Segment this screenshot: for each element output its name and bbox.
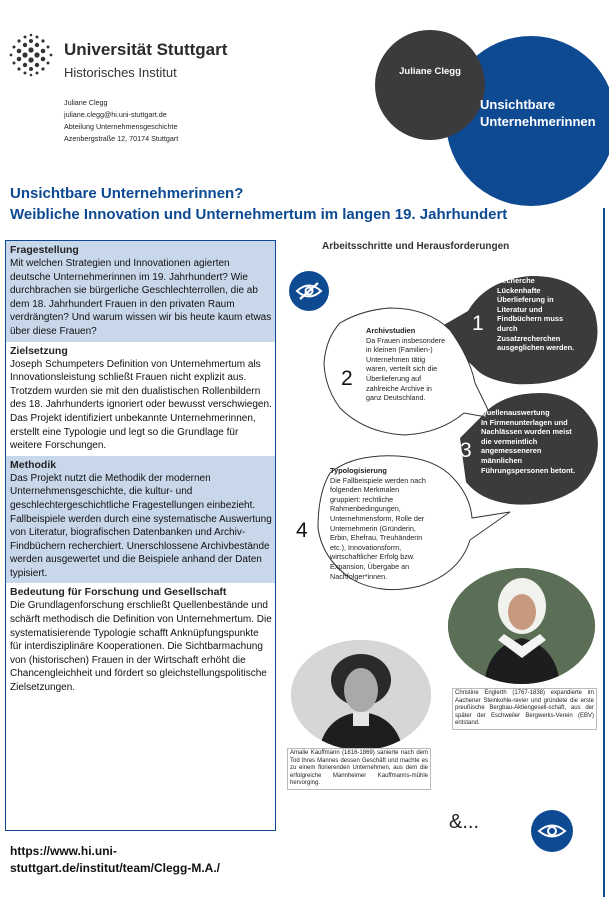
step-2-body: Da Frauen insbesondere in kleinen (Familien-) Unternehmen tätig waren, verteilt sich die Überlieferung auf zahlreiche Archive in ganz Deutschland. — [366, 335, 446, 403]
portrait-christine-englerth — [448, 568, 595, 684]
step-2-title: Archivstudien — [366, 326, 416, 335]
step-1-text — [497, 276, 575, 353]
continuation-text: &... — [449, 811, 480, 833]
step-2-text — [366, 326, 446, 403]
eye-button — [531, 810, 573, 852]
logo-dots-icon — [8, 32, 54, 78]
content-box — [5, 240, 276, 831]
section-title: Zielsetzung — [10, 344, 68, 357]
step-4-text — [330, 466, 430, 581]
step-3-title: Quellenauswertung — [481, 408, 550, 417]
step-4-title: Typologisierung — [330, 466, 387, 475]
page-title — [10, 183, 605, 225]
step-3-number: 3 — [460, 439, 472, 462]
contact-block — [64, 97, 178, 145]
author-circle — [375, 30, 485, 140]
section-bedeutung — [6, 583, 275, 697]
step-1-body: Lückenhafte Überlieferung in Literatur und Findbüchern muss durch Zusatzrecherchen ausgeglichen werden. — [497, 285, 575, 353]
step-1-number: 1 — [472, 312, 484, 335]
university-name: Universität Stuttgart — [64, 40, 228, 59]
section-methodik — [6, 456, 275, 584]
contact-department: Abteilung Unternehmensgeschichte — [64, 122, 178, 131]
section-body: Das Projekt nutzt die Methodik der modernen Unternehmensgeschichte, die kultur- und geschlechtergeschichtliche Fragestellungen einbezieht. Fallbeispiele werden durch eine systematische Auswertung von Literatur, biografischen Datenbanken und Archiv-Findbüchern recherchiert. Unerschlossene Archivbestände werden ausgewertet und die Beispiele anhand der Daten typisiert. — [10, 472, 272, 579]
circle-title: Unsichtbare Unternehmerinnen — [480, 97, 596, 129]
section-title: Methodik — [10, 458, 57, 471]
contact-name: Juliane Clegg — [64, 98, 108, 107]
step-3-body: In Firmenunterlagen und Nachlässen wurden meist die vermeintlich angemesseneren männlichen Führungspersonen betont. — [481, 417, 576, 475]
section-body: Mit welchen Strategien und Innovationen agierten deutsche Unternehmerinnen im 19. Jahrhundert? Wie durchbrachen sie bürgerliche Geschlechterrollen, die ab dem 18. Jahrhundert Frauen in den privaten Raum verdrängten? Und warum wissen wir bis heute kaum etwas über diese Frauen? — [10, 258, 272, 337]
section-fragestellung — [6, 241, 275, 342]
author-badge: Juliane Clegg — [399, 66, 461, 77]
university-logo — [8, 32, 268, 82]
contact-email[interactable]: juliane.clegg@hi.uni-stuttgart.de — [64, 110, 167, 119]
step-4-number: 4 — [296, 519, 308, 542]
step-2-number: 2 — [341, 367, 353, 390]
step-3-text — [481, 408, 579, 475]
portrait-1-image — [291, 640, 431, 750]
title-line-2: Weibliche Innovation und Unternehmertum im langen 19. Jahrhundert — [10, 206, 508, 223]
workflow-title: Arbeitsschritte und Herausforderungen — [322, 241, 510, 252]
portrait-2-caption: Christine Englerth (1767-1838) expandierte im Aachener Steinkohle-revier und gründete die erste preußische Bergbau-Aktiengesell-schaft, aus der später der Eschweiler Bergwerks-Verein (EBV) entstand. — [452, 688, 597, 730]
portrait-2-image — [448, 568, 595, 684]
step-1-title: Recherche — [497, 276, 535, 285]
portrait-1-caption: Amalie Kauffmann (1816-1869) sanierte nach dem Tod Ihres Mannes dessen Geschäft und machte es zu einem florierenden Unternehmen, aus dem die erfolgreiche Mannheimer Kauffmanns-mühle hervorging. — [287, 748, 431, 790]
contact-address: Azenbergstraße 12, 70174 Stuttgart — [64, 134, 179, 143]
section-body: Die Grundlagenforschung erschließt Quellenbestände und schärft methodisch die Definition von Unternehmertum. Die systematisierende Typologie schafft Anknüpfungspunkte für interdisziplinäre Kooperationen. Die Sichtbarmachung von (historischen) Frauen in der Wirtschaft erhöht die Chancengleichheit und fördert so gleichstellungspolitische Zielsetzungen. — [10, 600, 272, 694]
portrait-amalie-kauffmann — [291, 640, 431, 750]
eye-icon — [537, 821, 567, 841]
title-line-1: Unsichtbare Unternehmerinnen? — [10, 185, 244, 202]
section-body: Joseph Schumpeters Definition von Unternehmertum als Innovationsleistung schließt Frauen nicht explizit aus. Trotzdem wurden sie mit den dualistischen Rollenbildern des 18. Jahrhunderts ignoriert oder bewusst verschwiegen. Das Projekt identifiziert unbekannte Unternehmerinnen, erstellt eine Typologie und legt so die Grundlage für weitere Forschungen. — [10, 358, 272, 452]
section-title: Bedeutung für Forschung und Gesellschaft — [10, 586, 227, 599]
section-zielsetzung — [6, 342, 275, 456]
section-title: Fragestellung — [10, 244, 79, 256]
step-4-body: Die Fallbeispiele werden nach folgenden Merkmalen gruppiert: rechtliche Rahmenbedingungen, Unternehmensform, Rolle der Unternehmerin (Gründerin, Erbin, Ehefrau, Treuhänderin etc.), Innovationsform, wirtschaftlicher Erfolg bzw. Expansion, Übergabe an Nachfolger*innen. — [330, 475, 426, 581]
institute-name: Historisches Institut — [64, 65, 177, 80]
project-url-link[interactable]: https://www.hi.uni-stuttgart.de/institut/team/Clegg-M.A./ — [10, 844, 220, 875]
